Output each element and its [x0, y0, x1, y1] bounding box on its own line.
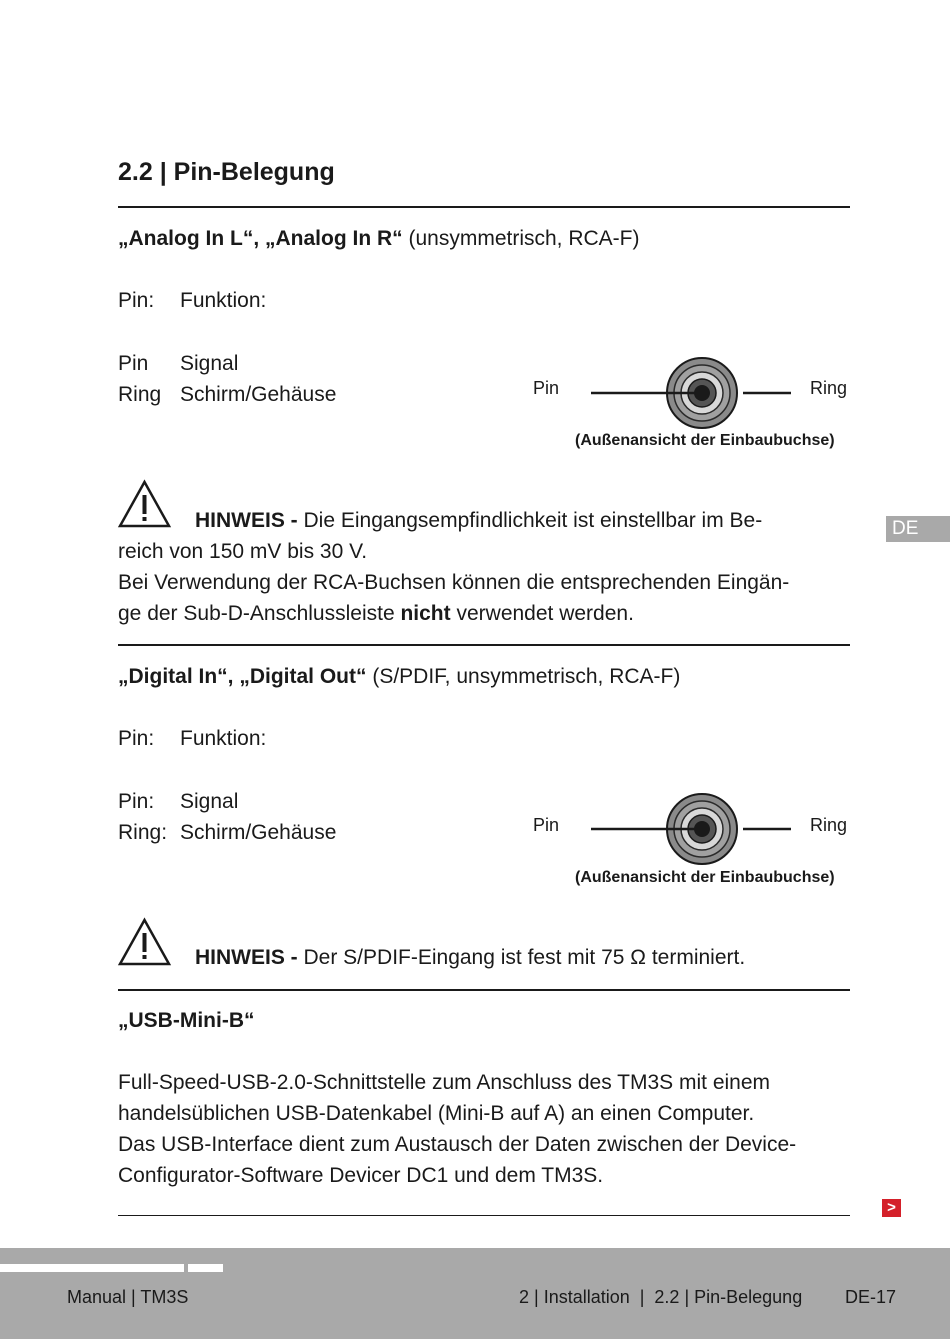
- digital-heading-bold: „Digital In“, „Digital Out“: [118, 665, 367, 688]
- analog-heading-bold: „Analog In L“, „Analog In R“: [118, 227, 403, 250]
- col-pin: Pin:: [118, 727, 155, 750]
- row-function: Signal: [180, 352, 239, 375]
- row-pin: Ring: [118, 383, 162, 406]
- rca-jack-icon: [585, 355, 795, 431]
- footer-progress-bar: [0, 1264, 184, 1272]
- note-label: HINWEIS -: [195, 509, 298, 532]
- footer-progress-bar-segment: [188, 1264, 223, 1272]
- table-row: [118, 379, 336, 410]
- row-function: Schirm/Gehäuse: [180, 383, 337, 406]
- usb-heading: „USB-Mini-B“: [118, 1009, 255, 1032]
- analog-heading-rest: (unsymmetrisch, RCA-F): [402, 227, 640, 250]
- digital-heading-rest: (S/PDIF, unsymmetrisch, RCA-F): [366, 665, 681, 688]
- diagram-pin-label: Pin: [533, 815, 560, 835]
- col-pin: Pin:: [118, 289, 155, 312]
- diagram-ring-label: Ring: [810, 378, 848, 398]
- col-function: Funktion:: [180, 727, 267, 750]
- next-page-arrow-icon[interactable]: >: [882, 1199, 901, 1217]
- analog-note-line: Bei Verwendung der RCA-Buchsen können die entsprechenden Eingän-: [118, 571, 790, 594]
- diagram-caption: (Außenansicht der Einbaubuchse): [575, 869, 835, 886]
- note-text: ge der Sub-D-Anschlussleiste: [118, 602, 401, 625]
- row-function: Signal: [180, 790, 239, 813]
- analog-note-line: [195, 505, 762, 536]
- usb-text-line: handelsüblichen USB-Datenkabel (Mini-B auf A) an einen Computer.: [118, 1102, 755, 1125]
- digital-table-header: [118, 723, 266, 754]
- note-label: HINWEIS -: [195, 946, 298, 969]
- usb-text-line: Das USB-Interface dient zum Austausch der Daten zwischen der Device-: [118, 1133, 797, 1156]
- footer-document-title: Manual | TM3S: [67, 1287, 189, 1307]
- note-text: Der S/PDIF-Eingang ist fest mit 75 Ω terminiert.: [297, 946, 746, 969]
- analog-heading: [118, 223, 640, 254]
- section-title: 2.2 | Pin-Belegung: [118, 158, 335, 186]
- divider: [118, 206, 850, 208]
- diagram-ring-label: Ring: [810, 815, 848, 835]
- divider: [118, 989, 850, 991]
- col-function: Funktion:: [180, 289, 267, 312]
- row-pin: Ring:: [118, 821, 168, 844]
- divider: [118, 1215, 850, 1216]
- table-row: [118, 786, 238, 817]
- note-text: Die Eingangsempfindlichkeit ist einstellbar im Be-: [297, 509, 763, 532]
- row-pin: Pin: [118, 352, 149, 375]
- diagram-caption: (Außenansicht der Einbaubuchse): [575, 432, 835, 449]
- analog-note-line: [118, 598, 634, 629]
- divider: [118, 644, 850, 646]
- note-text: verwendet werden.: [450, 602, 634, 625]
- usb-text-line: Full-Speed-USB-2.0-Schnittstelle zum Anschluss des TM3S mit einem: [118, 1071, 771, 1094]
- digital-heading: [118, 661, 680, 692]
- language-tab[interactable]: DE: [886, 516, 950, 542]
- rca-jack-icon: [585, 791, 795, 867]
- row-pin: Pin:: [118, 790, 155, 813]
- analog-note-line: reich von 150 mV bis 30 V.: [118, 540, 368, 563]
- note-emphasis: nicht: [400, 602, 451, 625]
- row-function: Schirm/Gehäuse: [180, 821, 337, 844]
- digital-note-line: [195, 942, 745, 973]
- diagram-pin-label: Pin: [533, 378, 560, 398]
- usb-text-line: Configurator-Software Devicer DC1 und dem TM3S.: [118, 1164, 604, 1187]
- table-row: [118, 817, 336, 848]
- analog-table-header: [118, 285, 266, 316]
- footer-breadcrumb[interactable]: 2 | Installation | 2.2 | Pin-Belegung: [519, 1287, 803, 1307]
- table-row: [118, 348, 238, 379]
- warning-triangle-icon: [117, 479, 172, 529]
- footer-page-number: DE-17: [845, 1287, 897, 1307]
- warning-triangle-icon: [117, 917, 172, 967]
